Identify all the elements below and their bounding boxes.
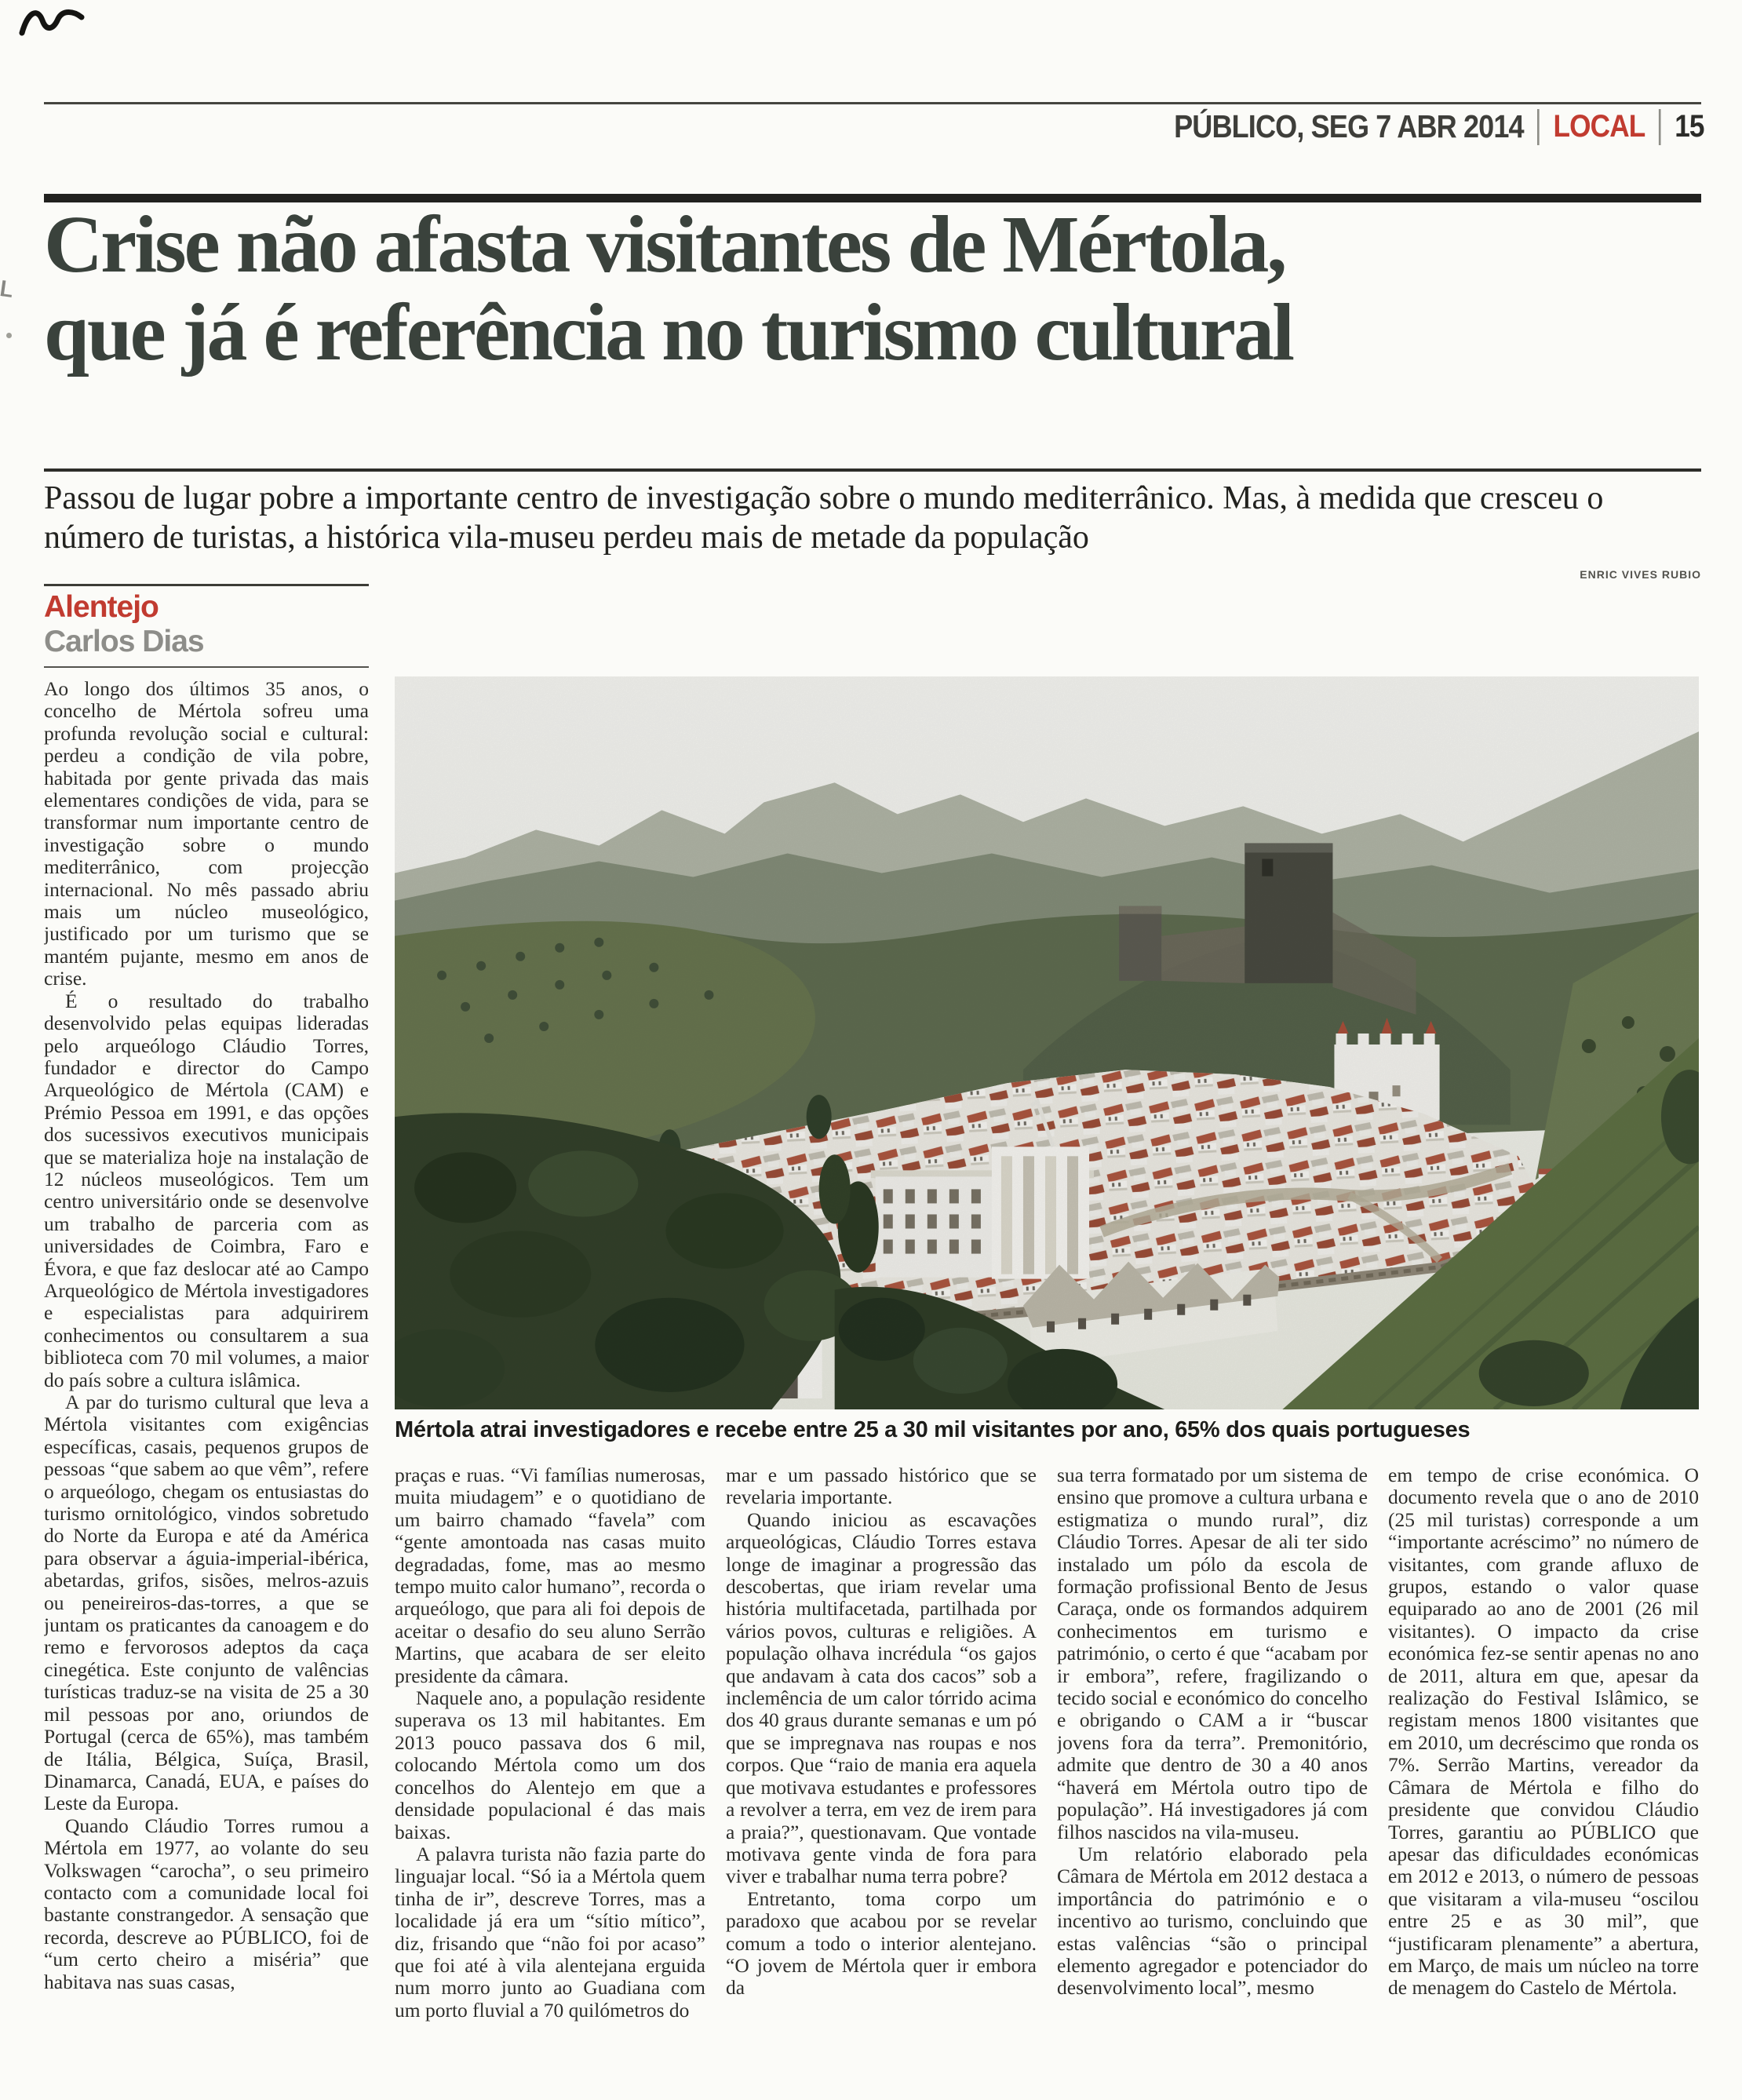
article-paragraph: em tempo de crise económica. O documento revela que o ano de 2010 (25 mil turistas) corresponde a um “importante acréscimo” no número de visitantes, com grande afluxo de grupos, estando o valor quase equiparado ao ano de 2001 (26 mil visitantes). O impacto da crise económica fez-se sentir apenas no ano de 2011, altura em que, apesar da realização do Festival Islâmico, se registam menos 1800 visitantes que em 2010, um decréscimo que ronda os 7%. Serrão Martins, vereador da Câmara de Mértola e filho do presidente que convidou Cláudio Torres, garantiu ao PÚBLICO que apesar das dificuldades económicas em 2012 e 2013, o número de pessoas que visitaram a vila-museu “oscilou entre 25 e as 30 mil”, que “justificaram plenamente” a abertura, em Março, de mais um núcleo na torre de menagem do Castelo de Mértola. [1388, 1464, 1699, 2000]
photo-credit: ENRIC VIVES RUBIO [1580, 568, 1701, 581]
byline-author: Carlos Dias [44, 625, 204, 658]
article-paragraph: Quando iniciou as escavações arqueológicas, Cláudio Torres estava longe de imaginar a progressão das descobertas, que iriam revelar uma história multifacetada, partilhada por vários povos, culturas e religiões. A população olhava incrédula “os gajos que andavam à cata dos cacos” sob a inclemência de um calor tórrido acima dos 40 graus durante semanas e um pó que se impregnava nas roupas e nos corpos. Que “raio de mania era aquela que motivava estudantes e professores a revolver a terra, em vez de irem para a praia?”, questionavam. Que vontade motivava gente vinda de fora para viver e trabalhar numa terra pobre? [726, 1508, 1037, 1888]
mertola-photo-illustration [395, 676, 1699, 1409]
scan-edge-mark [6, 333, 12, 338]
article-paragraph: Um relatório elaborado pela Câmara de Mértola em 2012 destaca a importância do património e o incentivo ao turismo, concluindo que estas valências “são o principal elemento agregador e potenciador do desenvolvimento local”, mesmo [1057, 1842, 1368, 2000]
headline-line-1: Crise não afasta visitantes de Mértola, [44, 199, 1285, 290]
scan-ink-artifact [19, 3, 86, 42]
article-column-1 [44, 678, 369, 2025]
headline-line-2: que já é referência no turismo cultural [44, 287, 1292, 377]
mertola-aerial-photo [395, 676, 1699, 1409]
header-separator [1659, 109, 1661, 145]
kicker-rule-top [44, 584, 369, 586]
article-paragraph: A par do turismo cultural que leva a Mértola visitantes com exigências específicas, casais, pequenos grupos de pessoas “que sabem ao que vêm”, refere o arqueólogo, chegam os entusiastas do turismo ornitológico, vindos sobretudo do Norte da Europa e até da América para observar a águia-imperial-ibérica, abetardas, grifos, sisões, melros-azuis ou peneireiros-das-torres, a que se juntam os praticantes da canoagem e do remo e fervorosos adeptos da caça cinegética. Este conjunto de valências turísticas traduz-se na visita de 25 a 30 mil pessoas por ano, oriundos de Portugal (cerca de 65%), mas também de Itália, Bélgica, Suíça, Brasil, Dinamarca, Canadá, EUA, e países do Leste da Europa. [44, 1391, 369, 1815]
article-column-4 [1057, 1464, 1368, 2037]
film-grain-overlay [395, 676, 1699, 1409]
kicker-rule-bottom [44, 666, 369, 668]
page-number: 15 [1675, 109, 1704, 144]
article-paragraph: É o resultado do trabalho desenvolvido pelas equipas lideradas pelo arqueólogo Cláudio Torres, fundador e director do Campo Arqueológico de Mértola (CAM) e Prémio Pessoa em 1991, e das opções dos sucessivos executivos municipais que se materializa hoje na instalação de 12 núcleos museológicos. Tem um centro universitário onde se desenvolve um trabalho de parceria com as universidades de Coimbra, Faro e Évora, e que faz deslocar até ao Campo Arqueológico de Mértola investigadores e especialistas para adquirirem conhecimentos ou consultarem a sua biblioteca com 70 mil volumes, a maior do país sobre a cultura islâmica. [44, 989, 369, 1391]
article-paragraph: Quando Cláudio Torres rumou a Mértola em 1977, ao volante do seu Volkswagen “carocha”, o seu primeiro contacto com a comunidade local foi bastante constrangedor. A sensação que recorda, descreve ao PÚBLICO, foi de “um certo cheiro a miséria” que habitava nas suas casas, [44, 1814, 369, 1993]
article-paragraph: mar e um passado histórico que se revelaria importante. [726, 1464, 1037, 1509]
article-column-3 [726, 1464, 1037, 2037]
edition-date: PÚBLICO, SEG 7 ABR 2014 [1174, 108, 1525, 144]
article-paragraph: Naquele ano, a população residente superava os 13 mil habitantes. Em 2013 pouco passava dos 6 mil, colocando Mértola como um dos concelhos do Alentejo em que a densidade populacional é das mais baixas. [395, 1686, 705, 1843]
header-separator [1538, 109, 1540, 145]
article-paragraph: Entretanto, toma corpo um paradoxo que acabou por se revelar comum a todo o interior alentejano. “O jovem de Mértola quer ir embora da [726, 1887, 1037, 2000]
page-header [1174, 108, 1704, 145]
top-rule [44, 102, 1701, 104]
headline [44, 201, 1701, 377]
article-columns [395, 1464, 1699, 2037]
standfirst-rule [44, 468, 1701, 472]
standfirst: Passou de lugar pobre a importante centro de investigação sobre o mundo mediterrânico. Mas, à medida que cresceu o número de turistas, a histórica vila-museu perdeu mais de metade da população [44, 480, 1604, 556]
section-label: LOCAL [1553, 109, 1645, 144]
article-paragraph: praças e ruas. “Vi famílias numerosas, muita miudagem” e o quotidiano de um bairro chamado “favela” com “gente amontoada nas casas muito degradadas, fome, mas ao mesmo tempo muito calor humano”, recorda o arqueólogo, que para ali foi depois de aceitar o desafio do seu aluno Serrão Martins, que acabara de ser eleito presidente da câmara. [395, 1464, 705, 1687]
photo-caption: Mértola atrai investigadores e recebe entre 25 a 30 mil visitantes por ano, 65% dos quais portugueses [395, 1417, 1470, 1442]
article-column-2 [395, 1464, 705, 2037]
article-paragraph: sua terra formatado por um sistema de ensino que promove a cultura urbana e estigmatiza o mundo rural”, diz Cláudio Torres. Apesar de ali ter sido instalado um pólo da escola de formação profissional Bento de Jesus Caraça, onde os formandos adquirem conhecimentos em turismo e património, o certo é que “acabam por ir embora”, refere, fragilizando o tecido social e económico do concelho e obrigando o CAM a ir “buscar jovens fora da terra”. Premonitório, admite que dentro de 30 a 40 anos “haverá em Mértola outro tipo de população”. Há investigadores já com filhos nascidos na vila-museu. [1057, 1464, 1368, 1843]
kicker-region: Alentejo [44, 590, 159, 624]
article-paragraph: A palavra turista não fazia parte do linguajar local. “Só ia a Mértola quem tinha de ir”, descreve Torres, mas a localidade já era um “sítio mítico”, diz, frisando que “não foi por acaso” que foi até à vila alentejana erguida num morro junto ao Guadiana com um porto fluvial a 70 quilómetros do [395, 1842, 705, 2022]
article-column-5 [1388, 1464, 1699, 2037]
scan-edge-mark [1, 280, 14, 297]
article-paragraph: Ao longo dos últimos 35 anos, o concelho de Mértola sofreu uma profunda revolução social e cultural: perdeu a condição de vila pobre, habitada por gente privada das mais elementares condições de vida, para se transformar num importante centro de investigação sobre o mundo mediterrânico, com projecção internacional. No mês passado abriu mais um núcleo museológico, justificado por um turismo que se mantém pujante, mesmo em anos de crise. [44, 678, 369, 990]
